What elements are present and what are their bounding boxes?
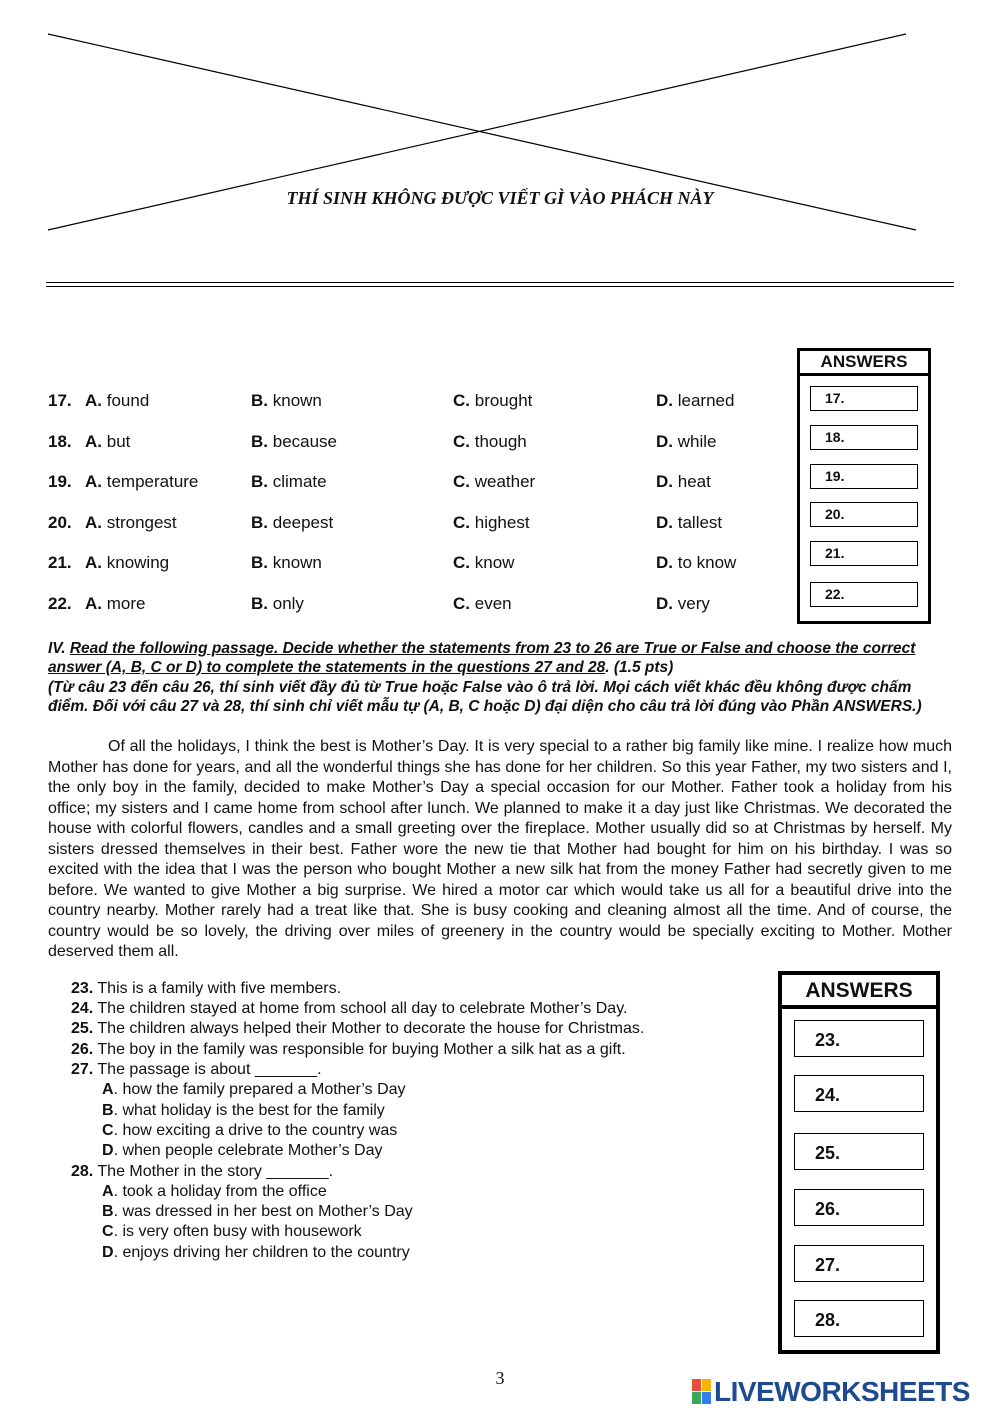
option-c: C. brought <box>453 391 533 410</box>
question-number: 20. <box>48 513 72 532</box>
option-c: C. though <box>453 432 527 451</box>
page-number: 3 <box>495 1368 505 1388</box>
option-d: D. learned <box>656 391 735 410</box>
question-28: 28. The Mother in the story _______. <box>71 1163 334 1180</box>
answers-box-23-28 <box>778 971 940 1354</box>
statement-23: 23. This is a family with five members. <box>71 980 342 997</box>
question-27: 27. The passage is about _______. <box>71 1061 322 1078</box>
option-b: B. because <box>251 432 338 451</box>
q27-option-a: A. how the family prepared a Mother’s Day <box>102 1081 406 1098</box>
option-d: D. to know <box>656 553 737 572</box>
option-c: C. know <box>453 553 515 572</box>
q28-option-d: D. enjoys driving her children to the country <box>102 1244 410 1261</box>
option-d: D. while <box>656 432 717 451</box>
section-iv-instruction <box>48 639 954 677</box>
answer-input-17[interactable]: 17. <box>810 386 918 411</box>
answers-title: ANSWERS <box>800 351 928 376</box>
option-c: C. highest <box>453 513 530 532</box>
answer-input-20[interactable]: 20. <box>810 502 918 527</box>
q27-option-b: B. what holiday is the best for the family <box>102 1102 385 1119</box>
statement-25: 25. The children always helped their Mother to decorate the house for Christmas. <box>71 1020 645 1037</box>
instruction-points: . (1.5 pts) <box>605 659 674 676</box>
option-d: D. tallest <box>656 513 723 532</box>
answer-input-25[interactable]: 25. <box>794 1133 924 1170</box>
answer-input-26[interactable]: 26. <box>794 1189 924 1226</box>
answer-input-18[interactable]: 18. <box>810 425 918 450</box>
option-d: D. very <box>656 594 710 613</box>
q27-option-d: D. when people celebrate Mother’s Day <box>102 1142 383 1159</box>
option-d: D. heat <box>656 472 711 491</box>
option-b: B. climate <box>251 472 327 491</box>
instruction-text: Read the following passage. Decide whether the statements from 23 to 26 are True or False and choose the correct answer (A, B, C or D) to complete the statements in the questions 27 and 28 <box>48 640 916 676</box>
question-number: 18. <box>48 432 72 451</box>
option-a: A. knowing <box>85 553 170 572</box>
logo-grid-icon <box>692 1379 712 1405</box>
question-number: 17. <box>48 391 72 410</box>
header-note: THÍ SINH KHÔNG ĐƯỢC VIẾT GÌ VÀO PHÁCH NÀY <box>286 188 714 208</box>
vietnamese-note: (Từ câu 23 đến câu 26, thí sinh viết đầy đủ từ True hoặc False vào ô trả lời. Mọi cách viết khác đều không được chấm điểm. Đối với câu 27 và 28, thí sinh chỉ viết mẫu tự (A, B, C hoặc D) đại diện cho câu trả lời đúng vào Phần ANSWERS.) <box>48 679 922 715</box>
answer-input-23[interactable]: 23. <box>794 1020 924 1057</box>
logo-square <box>692 1392 701 1404</box>
logo-square <box>702 1379 711 1391</box>
header-cross-lines <box>0 0 1000 300</box>
option-c: C. weather <box>453 472 536 491</box>
statement-24: 24. The children stayed at home from school all day to celebrate Mother’s Day. <box>71 1000 628 1017</box>
answer-input-21[interactable]: 21. <box>810 541 918 566</box>
reading-passage <box>48 737 952 963</box>
option-a: A. but <box>85 432 131 451</box>
option-b: B. deepest <box>251 513 334 532</box>
answer-input-22[interactable]: 22. <box>810 582 918 607</box>
section-label: IV. <box>48 640 66 657</box>
option-c: C. even <box>453 594 512 613</box>
option-a: A. temperature <box>85 472 199 491</box>
q27-option-c: C. how exciting a drive to the country was <box>102 1122 398 1139</box>
q28-option-a: A. took a holiday from the office <box>102 1183 327 1200</box>
answer-input-28[interactable]: 28. <box>794 1300 924 1337</box>
q28-option-c: C. is very often busy with housework <box>102 1223 362 1240</box>
answers-box-17-22 <box>797 348 931 624</box>
question-number: 21. <box>48 553 72 572</box>
option-b: B. known <box>251 553 322 572</box>
divider-top <box>46 282 954 283</box>
passage-text: Of all the holidays, I think the best is Mother’s Day. It is very special to a rather big family like mine. I realize how much Mother has done for years, and all the wonderful things she has done for her children. So this year Father, my two sisters and I, the only boy in the family, decided to make Mother’s Day a special occasion for our Mother. Father took a holiday from his office; my sisters and I came home from school after lunch. We planned to make it a day just like Christmas. We decorated the house with colorful flowers, candles and a small greeting over the fireplace. Mother usually did so at Christmas by herself. My sisters dressed themselves in their best. Father wore the new tie that Mother had bought for him on his birthday. I was so excited with the idea that I was the person who bought Mother a new silk hat from the money Father had secretly given to me before. We wanted to give Mother a big surprise. We hired a motor car which would take us all for a beautiful drive into the country nearby. Mother rarely had a treat like that. She is busy cooking and cleaning almost all the time. And of course, the country would be so lovely, the driving over miles of greenery in the country would be specially exciting to Mother. Mother deserved them all. <box>48 738 952 960</box>
logo-square <box>692 1379 701 1391</box>
option-b: B. only <box>251 594 304 613</box>
question-number: 19. <box>48 472 72 491</box>
logo-square <box>702 1392 711 1404</box>
q28-option-b: B. was dressed in her best on Mother’s Day <box>102 1203 413 1220</box>
option-a: A. found <box>85 391 150 410</box>
answer-input-27[interactable]: 27. <box>794 1245 924 1282</box>
answer-input-24[interactable]: 24. <box>794 1075 924 1112</box>
option-a: A. strongest <box>85 513 177 532</box>
option-b: B. known <box>251 391 322 410</box>
divider-bottom <box>46 286 954 287</box>
statement-26: 26. The boy in the family was responsible for buying Mother a silk hat as a gift. <box>71 1041 626 1058</box>
answer-input-19[interactable]: 19. <box>810 464 918 489</box>
answers-title: ANSWERS <box>782 975 936 1009</box>
logo-text: LIVEWORKSHEETS <box>714 1376 970 1407</box>
question-number: 22. <box>48 594 72 613</box>
option-a: A. more <box>85 594 146 613</box>
